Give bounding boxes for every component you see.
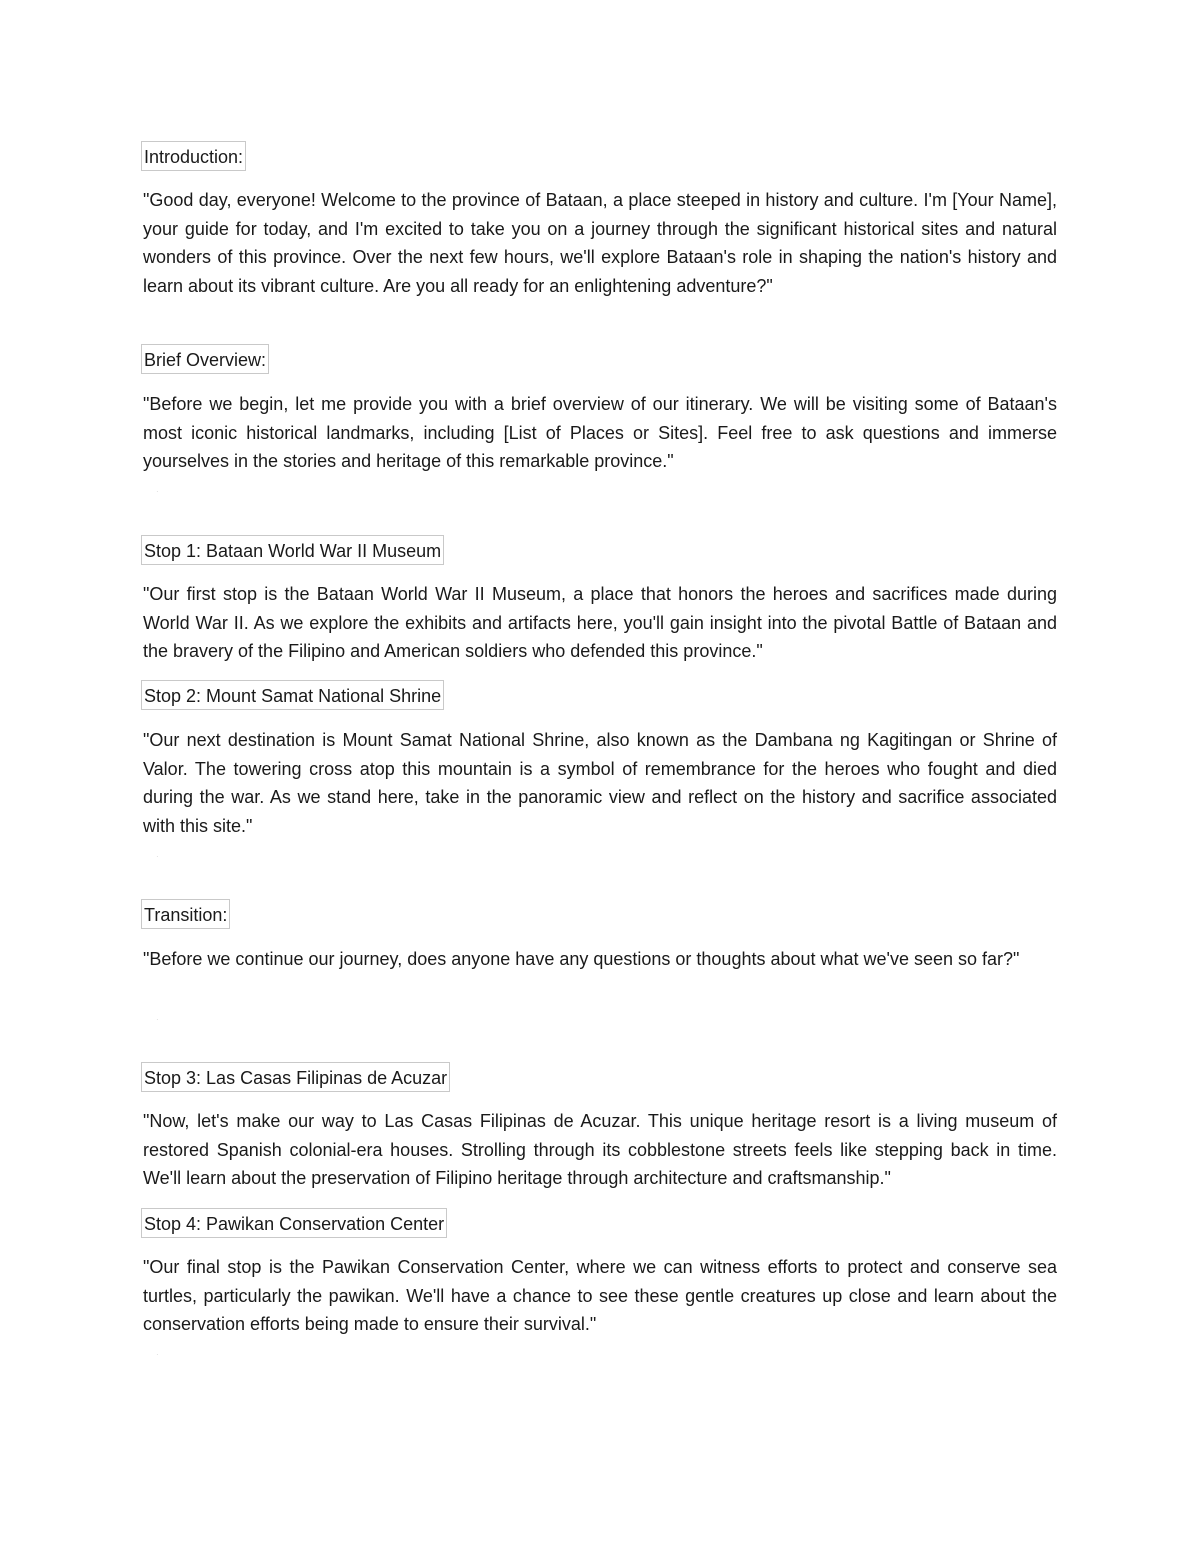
transition-paragraph: "Before we continue our journey, does anyone have any questions or thoughts about what we've seen so far?" bbox=[143, 949, 1020, 969]
overview-heading: Brief Overview: bbox=[141, 344, 269, 374]
intro-heading: Introduction: bbox=[141, 141, 246, 171]
empty-paragraph-mark: · bbox=[156, 487, 159, 496]
stop2-heading: Stop 2: Mount Samat National Shrine bbox=[141, 680, 444, 710]
stop3-paragraph: "Now, let's make our way to Las Casas Filipinas de Acuzar. This unique heritage resort is a living museum of restored Spanish colonial-era houses. Strolling through its cobblestone streets feels like stepping back in time. We'll learn about the preservation of Filipino heritage through architecture and craftsmanship." bbox=[143, 1111, 1057, 1188]
empty-paragraph-mark: · bbox=[156, 1350, 159, 1359]
stop1-paragraph: "Our first stop is the Bataan World War II Museum, a place that honors the heroes and sacrifices made during World War II. As we explore the exhibits and artifacts here, you'll gain insight into the pivotal Battle of Bataan and the bravery of the Filipino and American soldiers who defended this province." bbox=[143, 584, 1057, 661]
stop3-heading: Stop 3: Las Casas Filipinas de Acuzar bbox=[141, 1062, 450, 1092]
stop4-heading: Stop 4: Pawikan Conservation Center bbox=[141, 1208, 447, 1238]
empty-paragraph-mark: · bbox=[156, 852, 159, 861]
stop1-heading: Stop 1: Bataan World War II Museum bbox=[141, 535, 444, 565]
intro-paragraph: "Good day, everyone! Welcome to the province of Bataan, a place steeped in history and culture. I'm [Your Name], your guide for today, and I'm excited to take you on a journey through the significant historical sites and natural wonders of this province. Over the next few hours, we'll explore Bataan's role in shaping the nation's history and learn about its vibrant culture. Are you all ready for an enlightening adventure?" bbox=[143, 190, 1057, 296]
overview-paragraph: "Before we begin, let me provide you with a brief overview of our itinerary. We will be visiting some of Bataan's most iconic historical landmarks, including [List of Places or Sites]. Feel free to ask questions and immerse yourselves in the stories and heritage of this remarkable province." bbox=[143, 394, 1057, 471]
stop2-paragraph: "Our next destination is Mount Samat National Shrine, also known as the Dambana ng Kagitingan or Shrine of Valor. The towering cross atop this mountain is a symbol of remembrance for the heroes who fought and died during the war. As we stand here, take in the panoramic view and reflect on the history and sacrifice associated with this site." bbox=[143, 730, 1057, 836]
empty-paragraph-mark: · bbox=[156, 1015, 159, 1024]
stop4-paragraph: "Our final stop is the Pawikan Conservation Center, where we can witness efforts to protect and conserve sea turtles, particularly the pawikan. We'll have a chance to see these gentle creatures up close and learn about the conservation efforts being made to ensure their survival." bbox=[143, 1257, 1057, 1334]
transition-heading: Transition: bbox=[141, 899, 230, 929]
